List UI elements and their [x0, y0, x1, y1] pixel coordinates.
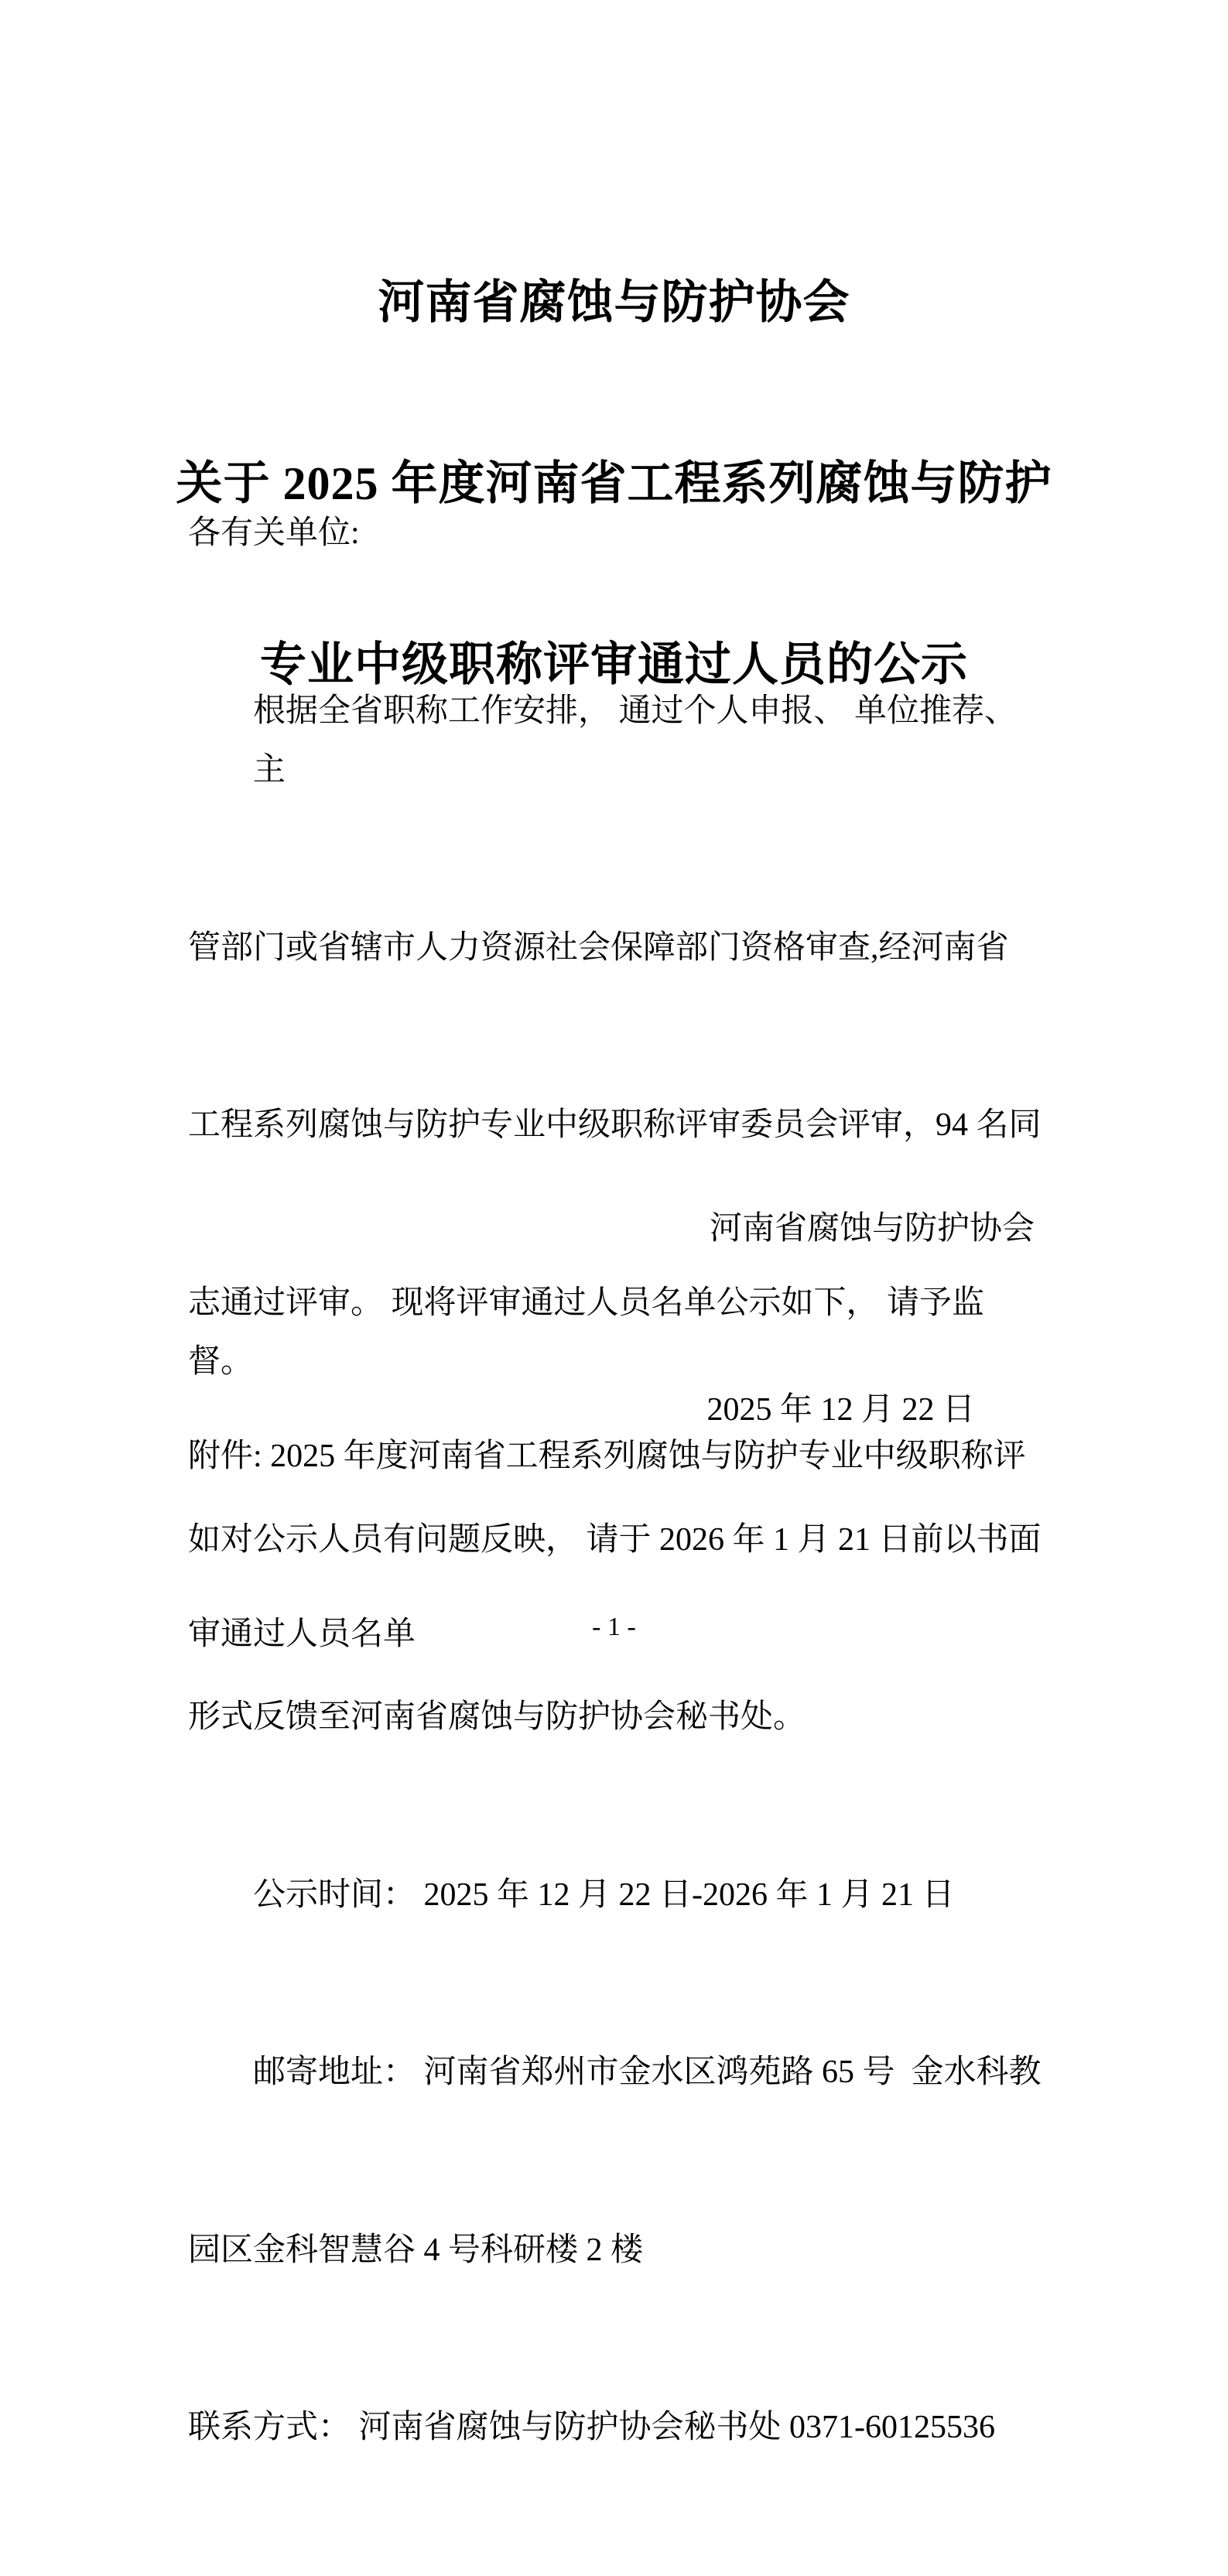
mailing-address-line: 邮寄地址： 河南省郑州市金水区鸿苑路 65 号 金水科教	[253, 2054, 1042, 2090]
salutation: 各有关单位:	[188, 515, 360, 551]
paragraph-line: 工程系列腐蚀与防护专业中级职称评审委员会评审，94 名同	[188, 1107, 1042, 1143]
paragraph-line: 志通过评审。 现将评审通过人员名单公示如下， 请予监督。	[188, 1285, 985, 1380]
document-title-line-2: 关于 2025 年度河南省工程系列腐蚀与防护	[176, 458, 1052, 509]
document-title-line-1: 河南省腐蚀与防护协会	[378, 277, 850, 328]
attachment-line: 审通过人员名单	[188, 1616, 416, 1652]
attachment-line: 附件: 2025 年度河南省工程系列腐蚀与防护专业中级职称评	[188, 1439, 1026, 1474]
attachment-note	[188, 1309, 1070, 1782]
paragraph-line: 根据全省职称工作安排， 通过个人申报、 单位推荐、 主	[253, 693, 1025, 788]
page-number: - 1 -	[592, 1613, 636, 1641]
document-title-line-3: 专业中级职称评审通过人员的公示	[260, 639, 968, 690]
mailing-address-line: 园区金科智慧谷 4 号科研楼 2 楼	[188, 2232, 644, 2268]
paragraph-line: 形式反馈至河南省腐蚀与防护协会秘书处。	[188, 1699, 806, 1735]
publicity-period-line: 公示时间： 2025 年 12 月 22 日-2026 年 1 月 21 日	[253, 1876, 955, 1913]
paragraph-line: 管部门或省辖市人力资源社会保障部门资格审查,经河南省	[188, 929, 1009, 966]
paragraph-line: 如对公示人员有问题反映， 请于 2026 年 1 月 21 日前以书面	[188, 1521, 1042, 1558]
contact-line: 联系方式： 河南省腐蚀与防护协会秘书处 0371-60125536	[188, 2410, 995, 2445]
signature-date: 2025 年 12 月 22 日	[706, 1392, 975, 1428]
signature-organization: 河南省腐蚀与防护协会	[709, 1211, 1035, 1247]
